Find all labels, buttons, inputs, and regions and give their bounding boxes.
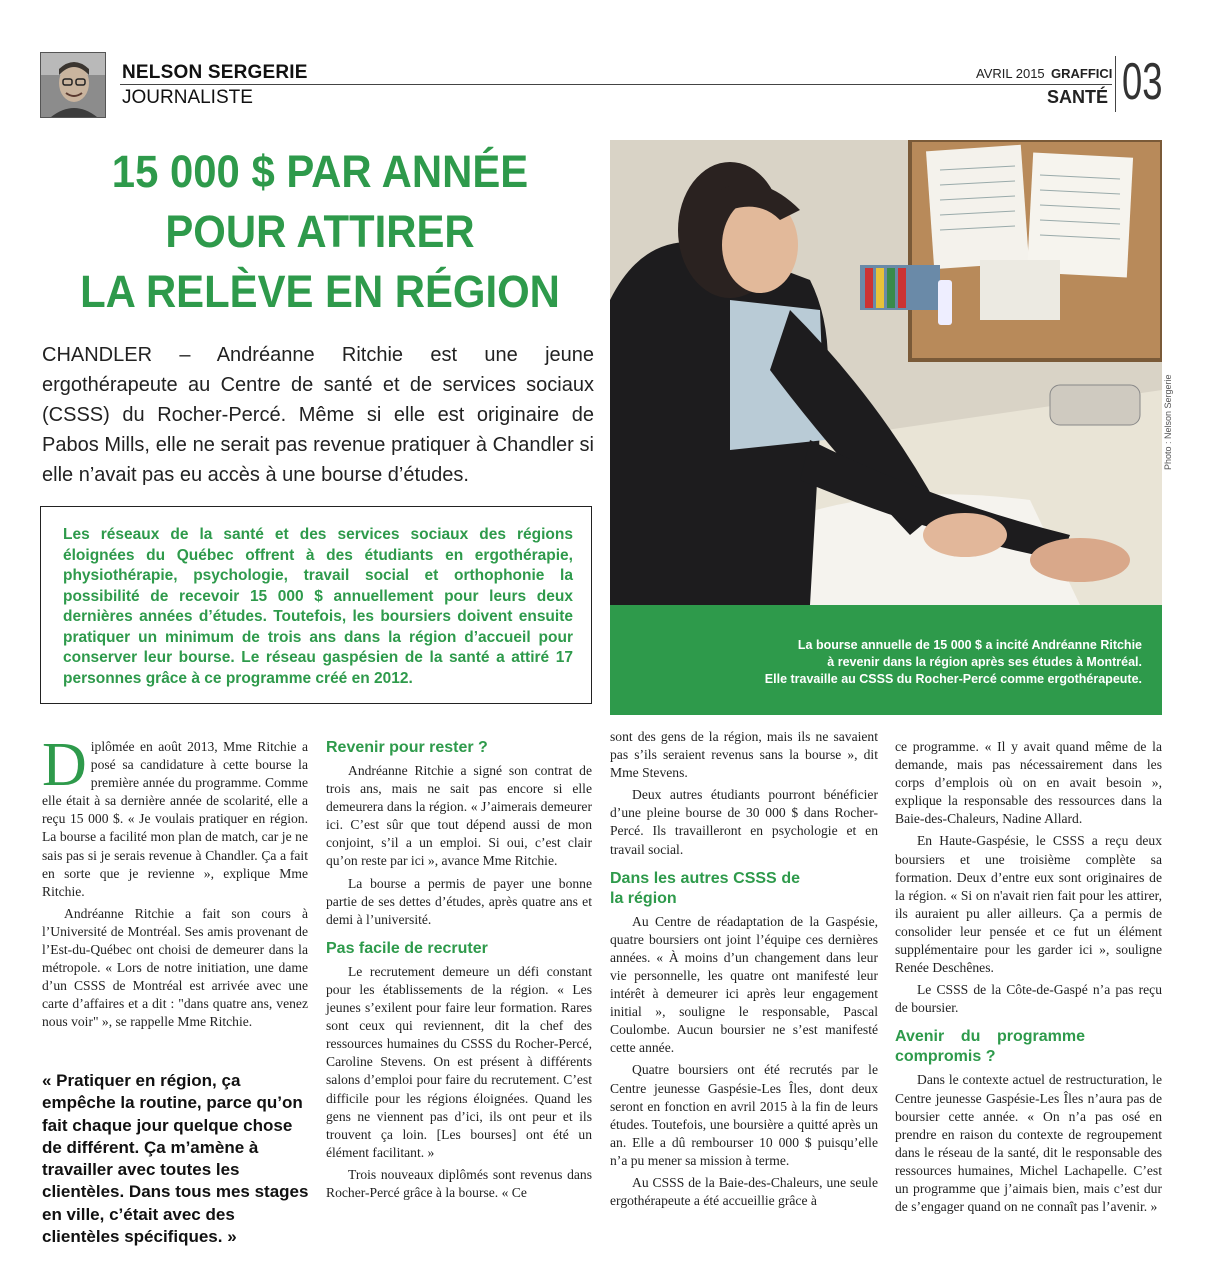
article-column-1: [42, 731, 308, 1032]
subhead-recruter: Pas facile de recruter: [326, 939, 488, 957]
paragraph-text: iplômée en août 2013, Mme Ritchie a posé sa candidature à cette bourse la première année du programme. Comme elle était à sa dernière année de scolarité, elle a reçu 15 000 $. « Je voulais pratiquer en région. La bourse a facilité mon plan de match, car je ne sais pas si je serais revenue à Chandler. Ça a fait en sorte que je revienne », explique Mme Ritchie.: [42, 739, 308, 899]
photo-caption: [642, 637, 1142, 688]
page-number: 03: [1122, 53, 1163, 111]
photo-credit: Photo : Nelson Sergerie: [1163, 374, 1173, 470]
header-rule: [120, 84, 1112, 85]
body-paragraph: [42, 731, 308, 901]
body-paragraph: Le recrutement demeure un défi constant pour les établissements de la région. « Les jeunes s’exilent pour faire leur formation. Rares sont ceux qui reviennent, dit la chef des ressources humaines du CSSS du Rocher-Percé, Caroline Stevens. On est présent à différents salons d’emploi pour faire du recrutement. C’est difficile pour les régions éloignées. Quand les gens ne viennent pas d’ici, ils ont peur et ils trouvent ça loin. [Les bourses] ont été un élément facilitant. »: [326, 963, 592, 1160]
body-paragraph: Au CSSS de la Baie-des-Chaleurs, une seule ergothérapeute a été accueillie grâce à: [610, 1174, 878, 1209]
body-paragraph: ce programme. « Il y avait quand même de la demande, mais pas nécessairement dans les corps d’emplois où on en avait besoin », explique la responsable des ressources dans la Baie-des-Chaleurs, Nadine Allard.: [895, 739, 1162, 827]
headline-line-1: 15 000 $ PAR ANNÉE: [111, 146, 529, 197]
body-paragraph: Trois nouveaux diplômés sont revenus dans Rocher-Percé grâce à la bourse. « Ce: [326, 1166, 592, 1200]
intro-text: Les réseaux de la santé et des services sociaux des régions éloignées du Québec offrent à des étudiants en ergothérapie, physiothérapie, psychologie, travail social et orthophonie la possibilité de recevoir 15 000 $ annuellement pour leurs deux dernières années d’études. Toutefois, les boursiers doivent ensuite pratiquer un minimum de trois ans dans la région d’accueil pour conserver leur bourse. Le réseau gaspésien de la santé a attiré 17 personnes grâce à ce programme créé en 2012.: [63, 526, 573, 687]
magazine-name: GRAFFICI: [1051, 66, 1113, 81]
page-number-divider: [1115, 56, 1116, 112]
headline: [60, 142, 581, 322]
body-paragraph: Quatre boursiers ont été recrutés par le Centre jeunesse Gaspésie-Les Îles, dont deux seront en fonction en avril 2015 à la fin de leurs études. Toutefois, une boursière a quitté après un an. Elle a dû rembourser 10 000 $ puisqu’elle n’a pu mener sa mission à terme.: [610, 1062, 878, 1168]
body-paragraph: Au Centre de réadaptation de la Gaspésie, quatre boursiers ont joint l’équipe ces dernières années. « À moins d’un changement dans leur vie personnelle, les quatre ont manifesté leur intérêt à demeurer ici après leur engagement initial », souligne le responsable, Pascal Coulombe. Aucun boursier ne s’est manifesté cette année.: [610, 913, 878, 1056]
article-column-4: [895, 738, 1162, 1216]
author-role: JOURNALISTE: [122, 87, 253, 108]
body-paragraph: Dans le contexte actuel de restructuration, le Centre jeunesse Gaspésie-Les Îles n’aura pas de boursier cette année. « On n’a pas osé en prendre en raison du contexte de regroupement dans le réseau de la santé, dit le responsable des ressources humaines, Michel Lachapelle. C’est un programme que j’aimais bien, mais c’est dur de s’engager quand on ne connaît pas l’avenir. »: [895, 1072, 1162, 1215]
caption-box: [610, 605, 1162, 715]
body-paragraph: En Haute-Gaspésie, le CSSS a reçu deux boursiers et une troisième complète sa formation. Deux d’entre eux sont originaires de la région. « Si on n'avait rien fait pour les attirer, ils auraient pu aller ailleurs. Ça a permis de consolider leur pensée et ce fut un élément supplémentaire pour les garder ici », souligne Renée Deschênes.: [895, 833, 1162, 976]
body-paragraph: Le CSSS de la Côte-de-Gaspé n’a pas reçu de boursier.: [895, 982, 1162, 1016]
body-paragraph: Deux autres étudiants pourront bénéficier d’une pleine bourse de 30 000 $ dans Rocher-Percé. Ils travailleront en psychologie et en travail social.: [610, 787, 878, 857]
pull-quote: « Pratiquer en région, ça empêche la routine, parce qu’on fait chaque jour quelque chose de différent. Ça m’amène à travailler avec toutes les clientèles. Dans tous mes stages en ville, c’était avec des clientèles spécifiques. »: [42, 1071, 309, 1247]
headline-line-3: LA RELÈVE EN RÉGION: [80, 266, 560, 317]
author-photo: [40, 52, 106, 118]
lead-paragraph: CHANDLER – Andréanne Ritchie est une jeune ergothérapeute au Centre de santé et de services sociaux (CSSS) du Rocher-Percé. Même si elle est originaire de Pabos Mills, elle ne serait pas revenue pratiquer à Chandler si elle n’avait pas eu accès à une bourse d’études.: [42, 344, 594, 486]
intro-box: [40, 506, 592, 704]
headline-line-2: POUR ATTIRER: [165, 206, 475, 257]
subhead-autres-csss: Dans les autres CSSS de la région: [610, 869, 800, 907]
subhead-avenir: Avenir du programme compromis ?: [895, 1028, 1085, 1066]
body-paragraph: Andréanne Ritchie a fait son cours à l’Université de Montréal. Ses amis provenant de l’Est-du-Québec ont choisi de demeurer dans la métropole. « Lors de notre initiation, une dame d’un CSSS de Montréal est arrivée avec une carte d’affaires et a dit : "dans quatre ans, venez nous voir" », se rappelle Mme Ritchie.: [42, 905, 308, 1030]
body-paragraph: sont des gens de la région, mais ils ne savaient pas s’ils seraient revenus sans la bourse », dit Mme Stevens.: [610, 729, 878, 781]
drop-cap: D: [42, 731, 87, 799]
article-column-2: [326, 738, 592, 1202]
caption-line: Elle travaille au CSSS du Rocher-Percé comme ergothérapeute.: [764, 672, 1142, 686]
article-column-3: [610, 729, 878, 1210]
section-name: SANTÉ: [1046, 87, 1108, 107]
body-paragraph: Andréanne Ritchie a signé son contrat de trois ans, mais ne sait pas encore si elle demeurera dans la région. « J’aimerais demeurer ici. C’est sûr que tout dépend aussi de mon conjoint, s’il a un emploi. Si oui, c’est clair qu’on reste par ici », avance Mme Ritchie.: [326, 763, 592, 869]
author-name: NELSON SERGERIE: [122, 62, 308, 83]
caption-line: La bourse annuelle de 15 000 $ a incité Andréanne Ritchie: [797, 638, 1142, 652]
caption-line: à revenir dans la région après ses études à Montréal.: [827, 655, 1142, 669]
issue-date: AVRIL 2015: [976, 66, 1045, 81]
article-photo: [610, 140, 1162, 605]
body-paragraph: La bourse a permis de payer une bonne partie de ses dettes d’études, après quatre ans et demi à l’université.: [326, 875, 592, 927]
subhead-revenir: Revenir pour rester ?: [326, 739, 488, 756]
